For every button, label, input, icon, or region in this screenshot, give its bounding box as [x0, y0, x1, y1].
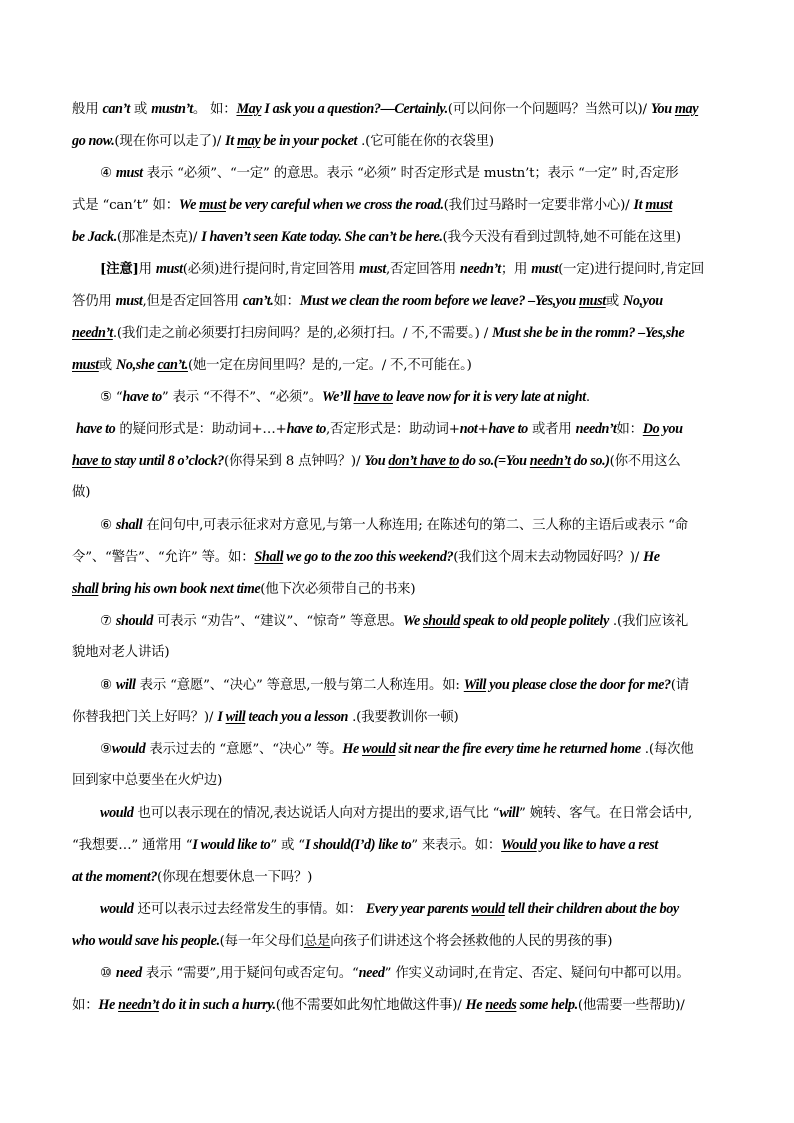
- example-run: mustn’t: [151, 101, 193, 117]
- text-line: [72, 642, 169, 664]
- text-run: 令”、“警告”、“允许” 等。如：: [72, 550, 255, 565]
- example-run: you please close the door for me?: [486, 677, 671, 693]
- text-run: ⑩: [100, 966, 116, 981]
- underlined-keyword: will: [225, 709, 246, 725]
- text-run: 用: [138, 262, 156, 277]
- example-run: bring his own book next time: [98, 581, 261, 597]
- text-line: [100, 386, 590, 408]
- text-run: 式是 “can’t” 如：: [72, 198, 179, 213]
- example-run: I would like to: [192, 837, 271, 853]
- text-line: [72, 98, 698, 120]
- text-run: ⑧: [100, 678, 116, 693]
- example-run: must: [115, 293, 143, 309]
- example-run: would: [100, 901, 134, 917]
- text-run: 表示 “必须”、“一定” 的意思。表示 “必须” 时否定形式是 mustn’t；表示 “一定” 时,否定形: [142, 166, 679, 181]
- text-run: “我想要…” 通常用 “: [72, 838, 193, 853]
- text-run: (每一年父母们: [219, 934, 304, 949]
- text-run: (我们这个周末去动物园好吗？)/: [453, 550, 644, 565]
- example-run: have to: [286, 421, 326, 437]
- example-run: shall: [115, 517, 143, 533]
- text-run: ” 婉转、客气。在日常会话中,: [519, 806, 693, 821]
- example-run: can’t.: [242, 293, 274, 309]
- text-run: 在问句中,可表示征求对方意见,与第一人称连用; 在陈述句的第二、三人称的主语后或表示 “命: [142, 518, 688, 533]
- example-run: can’t: [102, 101, 130, 117]
- text-run: 如：: [273, 294, 300, 309]
- text-run: 可表示 “劝告”、“建议”、“惊奇” 等意思。: [152, 614, 403, 629]
- text-line: [100, 898, 679, 920]
- example-run: You: [650, 101, 675, 117]
- example-run: would: [100, 805, 134, 821]
- text-line: [72, 578, 415, 600]
- text-run: 或: [98, 358, 117, 373]
- example-run: have to: [488, 421, 528, 437]
- example-run: at the moment?: [72, 869, 158, 885]
- text-run: (你得呆到 8 点钟吗？)/: [223, 454, 365, 469]
- text-line: [100, 802, 692, 824]
- underlined-keyword: have to: [353, 389, 393, 405]
- text-run: ” 或 “: [270, 838, 305, 853]
- text-run: 貌地对老人讲话): [72, 645, 170, 660]
- example-run: We: [402, 613, 424, 629]
- text-run: 也可以表示现在的情况,表达说话人向对方提出的要求,语气比 “: [133, 806, 500, 821]
- text-run: (你不用这么: [609, 454, 681, 469]
- text-run: 或者用: [527, 422, 576, 437]
- example-run: you like to have a rest: [536, 837, 658, 853]
- text-line: [72, 450, 681, 472]
- text-run: ⑥: [100, 518, 116, 533]
- example-run: teach you a lesson: [245, 709, 349, 725]
- example-run: have to: [76, 421, 116, 437]
- underlined-keyword: Shall: [254, 549, 284, 565]
- underlined-keyword: needn’t: [72, 325, 113, 341]
- example-run: will: [499, 805, 520, 821]
- text-run: ” 来表示。如：: [411, 838, 502, 853]
- underlined-keyword: can’t.: [157, 357, 188, 373]
- underlined-keyword: would: [471, 901, 505, 917]
- underlined-keyword: have to: [72, 453, 112, 469]
- text-run: (他需要一些帮助)/: [577, 998, 685, 1013]
- example-run: must: [359, 261, 386, 277]
- text-line: [100, 610, 688, 632]
- text-run: (可以问你一个问题吗？当然可以)/: [447, 102, 651, 117]
- example-run: do so.(=You: [459, 453, 530, 469]
- example-run: speak to old people politely: [460, 613, 609, 629]
- text-run: 如：: [72, 998, 99, 1013]
- example-run: Every year parents: [365, 901, 472, 917]
- example-run: He: [643, 549, 660, 565]
- underlined-keyword: don’t have to: [388, 453, 460, 469]
- text-line: [76, 418, 683, 440]
- text-line: [72, 226, 681, 248]
- text-line: [100, 962, 690, 984]
- text-run: .: [585, 390, 590, 405]
- underlined-keyword: needn’t: [118, 997, 159, 1013]
- underlined-keyword: must: [72, 357, 99, 373]
- text-run: 或: [129, 102, 152, 117]
- example-run: It: [225, 133, 237, 149]
- underlined-keyword: would: [362, 741, 396, 757]
- text-run: 或: [605, 294, 623, 309]
- text-run: ④: [100, 166, 116, 181]
- underlined-keyword: needn’t: [529, 453, 571, 469]
- text-line: [100, 514, 688, 536]
- example-run: He: [98, 997, 119, 1013]
- text-run: .(每次他: [640, 742, 694, 757]
- example-run: will: [115, 677, 136, 693]
- example-run: Must we clean the room before we leave? –Yes,you: [299, 293, 579, 309]
- text-run: 你替我把门关上好吗？)/: [72, 710, 218, 725]
- underlined-keyword: May: [236, 101, 262, 117]
- example-run: be Jack.: [72, 229, 117, 245]
- text-run: (必须)进行提问时,肯定回答用: [182, 262, 360, 277]
- underlined-keyword: must: [645, 197, 673, 213]
- text-run: 向孩子们讲述这个将会拯救他的人民的男孩的事): [330, 934, 613, 949]
- text-line: [100, 162, 679, 184]
- text-run: (现在你可以走了)/: [114, 134, 226, 149]
- text-run: .(我们走之前必须要打扫房间吗？是的,必须打扫。/ 不,不需要。) /: [112, 326, 493, 341]
- text-line: [72, 834, 658, 856]
- underlined-keyword: Would: [501, 837, 537, 853]
- text-run: .(它可能在你的衣袋里): [357, 134, 494, 149]
- text-run: 表示过去的 “意愿”、“决心” 等。: [145, 742, 343, 757]
- underlined-keyword: must: [199, 197, 226, 213]
- example-run: sit near the fire every time he returned home: [395, 741, 641, 757]
- text-run: 表示 “意愿”、“决心” 等意思,一般与第二人称连用。如:: [135, 678, 464, 693]
- example-run: No,she: [116, 357, 158, 373]
- example-run: who would save his people.: [72, 933, 220, 949]
- example-run: go now.: [72, 133, 115, 149]
- example-run: We’ll: [321, 389, 354, 405]
- text-run: +: [477, 422, 489, 437]
- text-run: ⑤ “: [100, 390, 123, 405]
- example-run: some help.: [516, 997, 578, 1013]
- example-run: not: [459, 421, 478, 437]
- text-run: (请: [670, 678, 689, 693]
- example-run: must: [115, 165, 143, 181]
- example-run: No,you: [623, 293, 663, 309]
- example-run: You: [364, 453, 389, 469]
- text-line: [72, 354, 472, 376]
- text-line: [72, 770, 222, 792]
- note-label: [注意]: [100, 261, 139, 277]
- example-run: stay until 8 o’clock?: [111, 453, 224, 469]
- text-line: [72, 994, 685, 1016]
- text-run: ,但是否定回答用: [142, 294, 243, 309]
- example-run: needn’t: [460, 261, 501, 277]
- example-run: It: [633, 197, 646, 213]
- example-run: do so.): [570, 453, 610, 469]
- example-run: I: [217, 709, 226, 725]
- example-run: be very careful when we cross the road.: [225, 197, 444, 213]
- example-run: have to: [122, 389, 162, 405]
- text-run: (我今天没有看到过凯特,她不可能在这里): [442, 230, 681, 245]
- text-run: ,否定形式是：助动词+: [325, 422, 460, 437]
- example-run: should: [115, 613, 153, 629]
- example-run: leave now for it is very late at night: [392, 389, 586, 405]
- example-run: He: [465, 997, 486, 1013]
- text-line: [72, 482, 90, 504]
- example-run: I should(I’d) like to: [304, 837, 412, 853]
- text-run: ,否定回答用: [385, 262, 461, 277]
- text-line: [100, 258, 704, 280]
- text-run: (那准是杰克)/: [116, 230, 202, 245]
- underlined-keyword: may: [236, 133, 261, 149]
- text-run: ” 作实义动词时,在肯定、否定、疑问句中都可以用。: [384, 966, 690, 981]
- example-run: would: [111, 741, 146, 757]
- text-run: 答仍用: [72, 294, 116, 309]
- text-line: [100, 738, 693, 760]
- text-run: 般用: [72, 102, 103, 117]
- text-run: (他不需要如此匆忙地做这件事)/: [275, 998, 466, 1013]
- underlined-keyword: needs: [485, 997, 517, 1013]
- text-run: 如：: [616, 422, 643, 437]
- text-run: ⑦: [100, 614, 116, 629]
- example-run: we go to the zoo this weekend?: [283, 549, 454, 565]
- underlined-keyword: Do: [642, 421, 660, 437]
- example-run: Must she be in the romm? –Yes,she: [492, 325, 685, 341]
- text-line: [100, 674, 689, 696]
- text-run: 做): [72, 485, 91, 500]
- text-run: ；用: [500, 262, 532, 277]
- text-run: 回到家中总要坐在火炉边): [72, 773, 223, 788]
- text-line: [72, 290, 663, 312]
- text-line: [72, 866, 312, 888]
- example-run: must: [155, 261, 183, 277]
- underlined-keyword: may: [674, 101, 699, 117]
- text-run: 表示 “需要”,用于疑问句或否定句。“: [141, 966, 359, 981]
- example-run: need: [115, 965, 142, 981]
- text-run: ⑨: [100, 742, 112, 757]
- text-run: .(我要教训你一顿): [348, 710, 459, 725]
- text-run: (他下次必须带自己的书来): [260, 582, 416, 597]
- text-line: [72, 194, 672, 216]
- text-run: ” 表示 “不得不”、“必须”。: [161, 390, 322, 405]
- example-run: We: [178, 197, 200, 213]
- example-run: be in your pocket: [260, 133, 358, 149]
- example-run: I ask you a question?—Certainly.: [261, 101, 448, 117]
- text-run: (一定)进行提问时,肯定回: [558, 262, 705, 277]
- text-line: [72, 706, 459, 728]
- text-run: (你现在想要休息一下吗？): [157, 870, 313, 885]
- underlined-keyword: shall: [72, 581, 99, 597]
- text-run: (我们过马路时一定要非常小心)/: [443, 198, 634, 213]
- text-line: [72, 322, 684, 344]
- example-run: do it in such a hurry.: [158, 997, 276, 1013]
- text-run: 的疑问形式是：助动词+…+: [115, 422, 287, 437]
- example-run: you: [659, 421, 683, 437]
- underlined-keyword: Will: [463, 677, 487, 693]
- text-run: 还可以表示过去经常发生的事情。如：: [133, 902, 366, 917]
- underlined-keyword: must: [578, 293, 606, 309]
- example-run: needn’t: [575, 421, 617, 437]
- example-run: must: [531, 261, 559, 277]
- text-line: [72, 130, 494, 152]
- text-run: (她一定在房间里吗？是的,一定。/ 不,不可能在。): [187, 358, 472, 373]
- text-line: [72, 930, 612, 952]
- example-run: He: [342, 741, 363, 757]
- example-run: need: [358, 965, 385, 981]
- text-run: 。 如：: [192, 102, 237, 117]
- underlined-text: 总是: [303, 934, 331, 949]
- text-line: [72, 546, 660, 568]
- example-run: I haven’t seen Kate today. She can’t be here.: [201, 229, 443, 245]
- text-run: .(我们应该礼: [608, 614, 688, 629]
- underlined-keyword: should: [423, 613, 461, 629]
- example-run: tell their children about the boy: [504, 901, 679, 917]
